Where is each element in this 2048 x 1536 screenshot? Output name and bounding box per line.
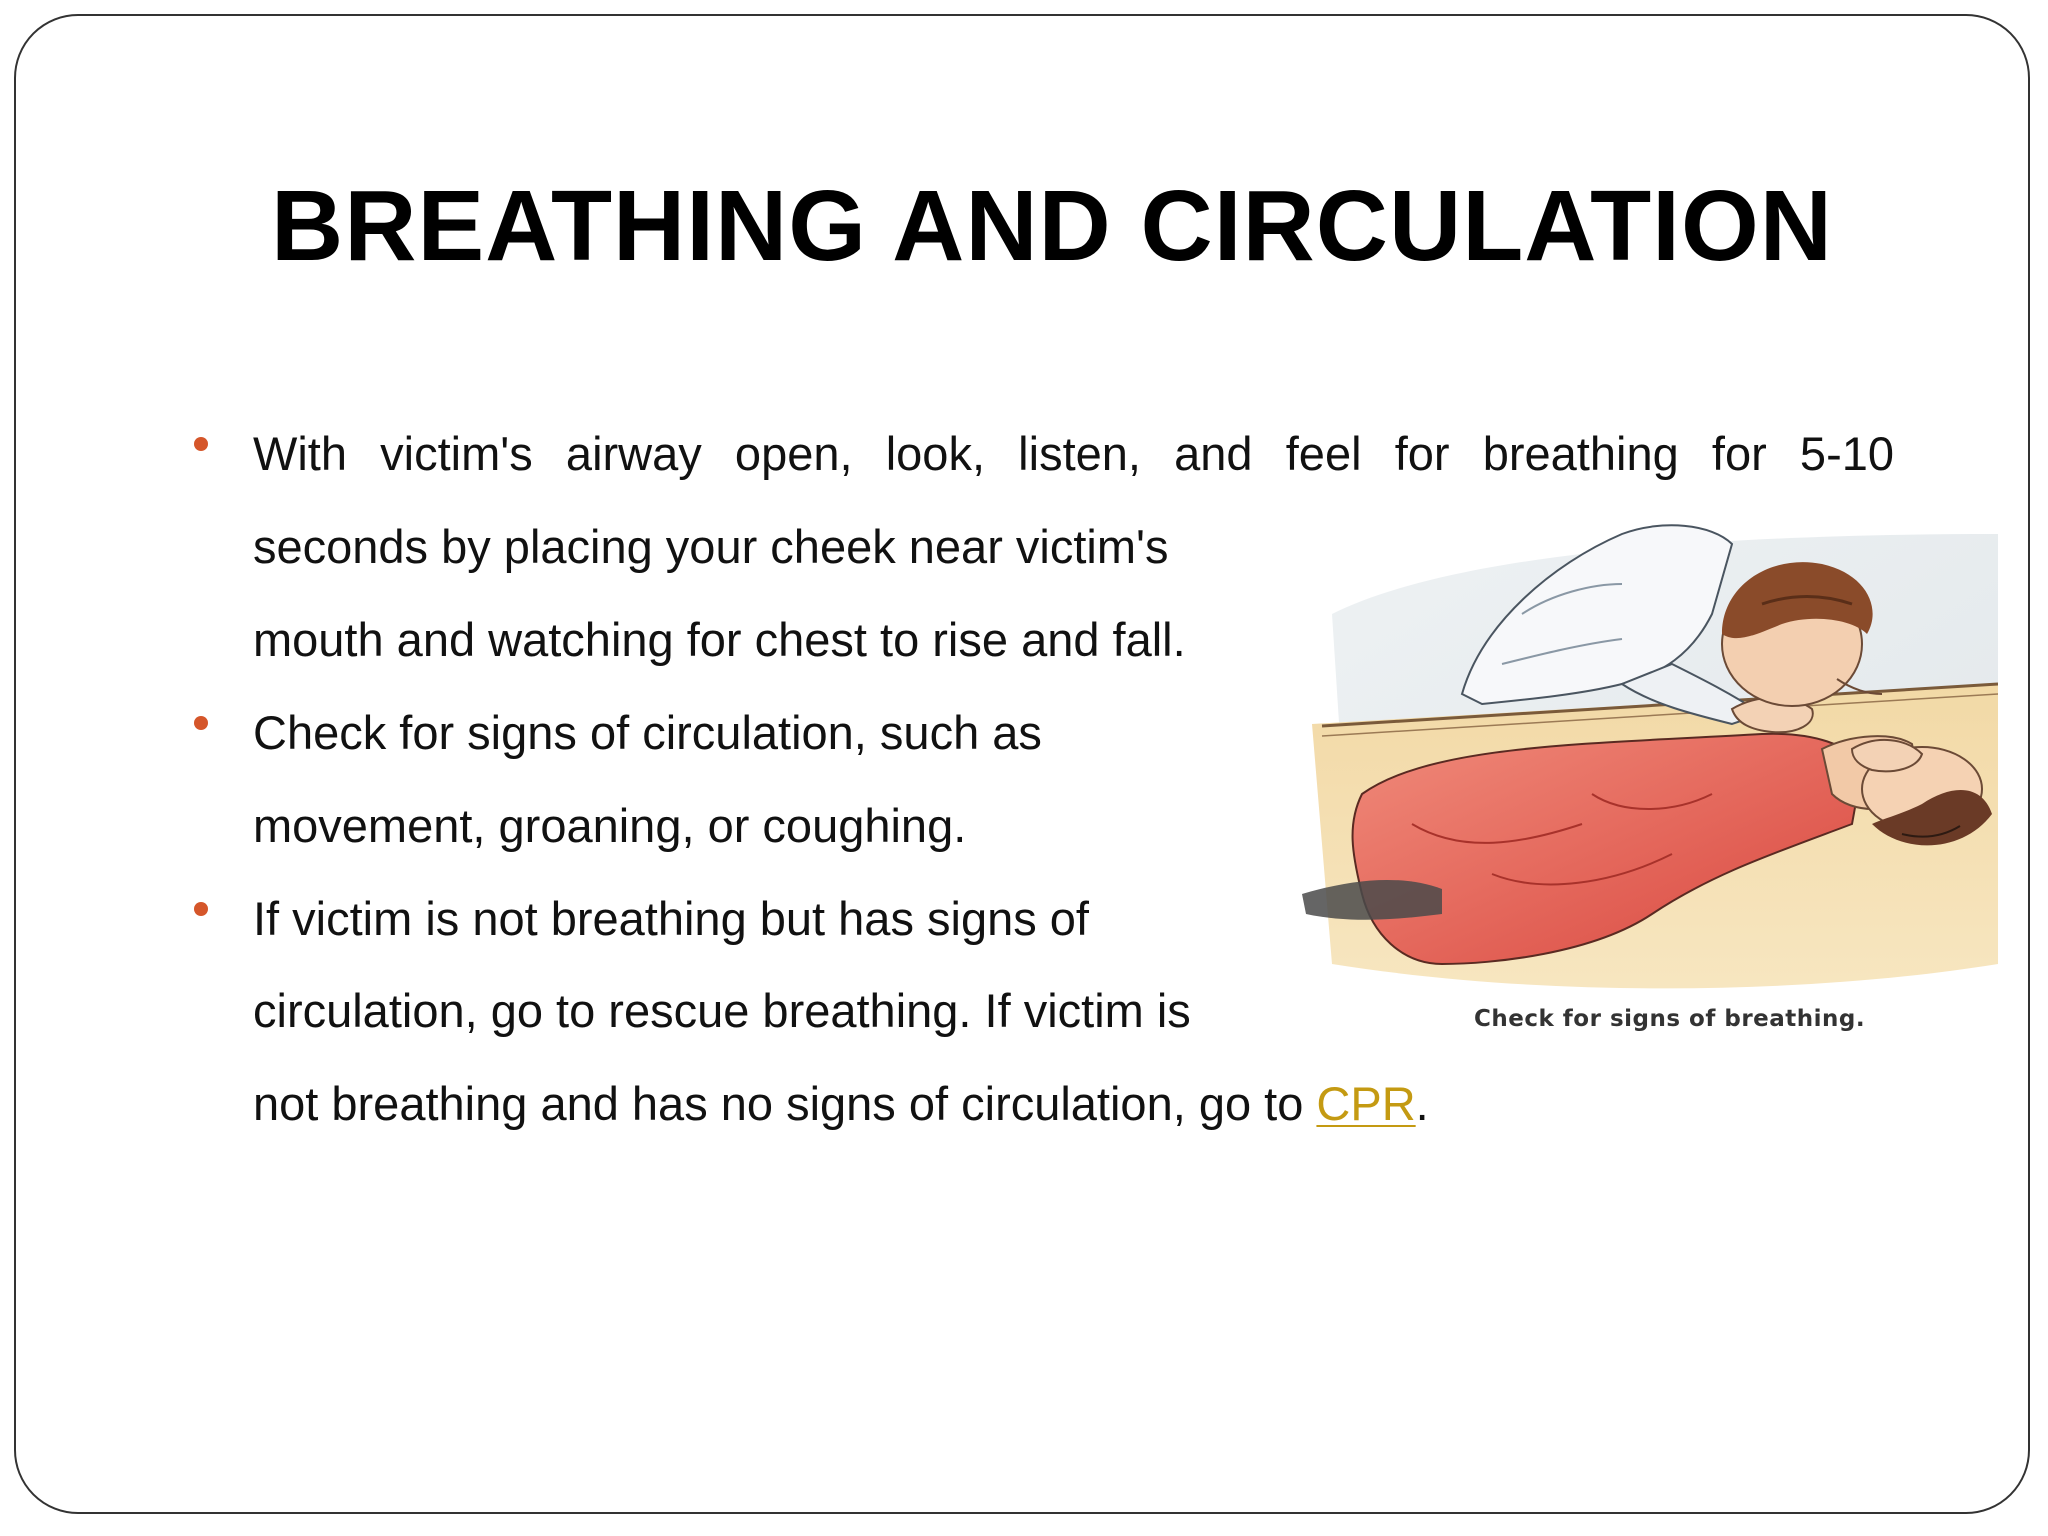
- slide-frame: [14, 14, 2030, 1514]
- bullet-1-line-3: mouth and watching for chest to rise and fall.: [253, 613, 1186, 666]
- bullet-dot-icon: [194, 902, 208, 916]
- bullet-dot-icon: [194, 437, 208, 451]
- bullet-3-line-2: circulation, go to rescue breathing. If victim is: [253, 984, 1191, 1037]
- rescuer-victim-drawing: [1292, 494, 1998, 1034]
- figure-caption: Check for signs of breathing.: [1474, 1006, 1866, 1032]
- breathing-check-illustration: [1292, 494, 1998, 1034]
- cpr-link[interactable]: CPR: [1316, 1077, 1416, 1130]
- bullet-3-line-1: If victim is not breathing but has signs of: [253, 892, 1089, 945]
- bullet-3-line-3-suffix: .: [1415, 1077, 1429, 1130]
- slide-title: BREATHING AND CIRCULATION: [271, 170, 1833, 282]
- bullet-2-line-2: movement, groaning, or coughing.: [253, 799, 967, 852]
- bullet-dot-icon: [194, 716, 208, 730]
- bullet-3-line-3: [253, 1077, 1429, 1130]
- bullet-1-line-1: With victim's airway open, look, listen, and feel for breathing for 5-10: [253, 427, 1894, 480]
- bullet-3-line-3-prefix: not breathing and has no signs of circulation, go to: [253, 1077, 1317, 1130]
- bullet-1-line-2: seconds by placing your cheek near victim's: [253, 520, 1169, 573]
- bullet-2-line-1: Check for signs of circulation, such as: [253, 706, 1042, 759]
